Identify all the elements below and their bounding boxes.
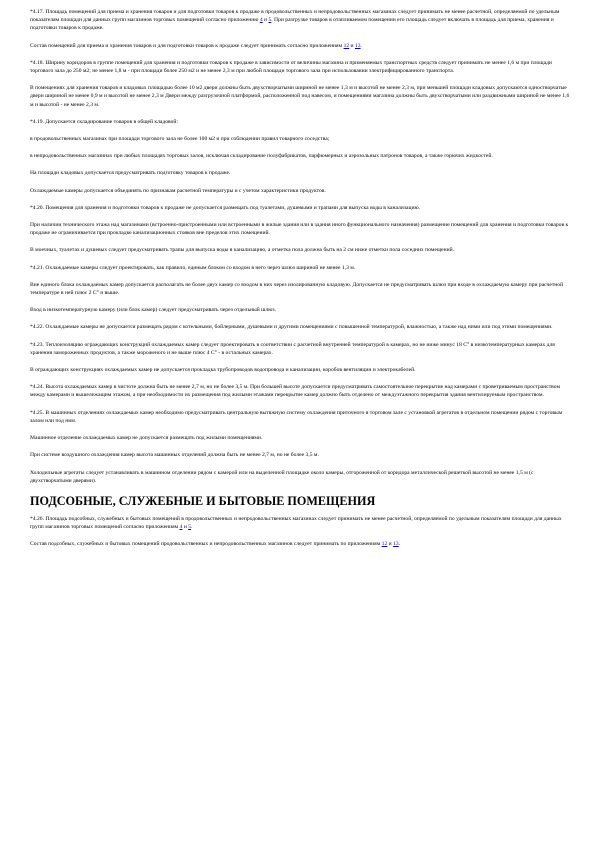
paragraph-text: *4.22. Охлаждаемые камеры не допускается размещать рядом с котельными, бойлерными, душевыми и другими помещениями с повышенной температурой, влажностью, а также над ними или под этими помещениями.: [30, 324, 553, 331]
paragraph: [30, 409, 570, 425]
paragraph-text: .: [360, 42, 362, 49]
paragraph-text: Вне единого блока охлаждаемых камер допускается располагать не более двух камер со входом в них через изолированную кладовую. Допускается не предусматривать шлюз при входе в охлаждаемую камеру при расчетной температуре в ней плюс 2 С° и выше.: [30, 281, 564, 297]
paragraph-text: и: [349, 42, 355, 49]
paragraph-text: *4.17. Площадь помещений для приема и хранения товаров и для подготовки товаров к продаже в продовольственных и непродовольственных магазинах следует принимать не менее расчетной, определяемой по удельным показателям площади для данных групп магазинов торговых помещений согласно приложению: [30, 9, 560, 24]
paragraph-text: При системе воздушного охлаждения камер высота машинных отделений должна быть не менее 2,7 м, но не более 3,5 м.: [30, 452, 319, 459]
appendix-link[interactable]: 12: [343, 42, 350, 49]
paragraph: [30, 515, 570, 531]
paragraph-text: Холодильные агрегаты следует устанавливать в машинном отделении рядом с камерой или на выделенной площадке около камеры, отгороженной от коридора металлической решеткой высотой не менее 1,5 м (с двухстворчатыми дверями).: [30, 469, 534, 484]
paragraph: [30, 383, 570, 399]
paragraph: [30, 42, 570, 50]
appendix-link[interactable]: 13: [393, 541, 399, 548]
paragraph: [30, 59, 570, 75]
paragraph-text: и: [387, 541, 394, 548]
paragraph-text: В моечных, туалетах и душевых следует предусматривать трапы для выпуска воды в канализацию, а отметка пола должна быть на 2 см ниже отметки пола соседних помещений.: [30, 247, 455, 254]
paragraph: [30, 366, 570, 374]
section-auxiliary-rooms: [30, 515, 570, 549]
paragraph-text: *4.21. Охлаждаемые камеры следует проектировать, как правило, единым блоком со входом в него через шлюз шириной не менее 1,3 м.: [30, 264, 356, 271]
paragraph-text: .: [191, 524, 193, 531]
appendix-link[interactable]: 12: [381, 541, 388, 548]
paragraph-text: В помещениях для хранения товаров и кладовых площадью более 10 м2 двери должны быть двухстворчатыми шириной не менее 1,3 м и высотой не менее 2,3 м, при меньшей площади кладовых допускаются одностворчатые двери шириной не менее 0,9 м и высотой не менее 2,3 м Двери между разгрузочной платформой, расположенной под навесом, и помещениями магазина должны быть двухстворчатыми или раздвижными шириной не менее 1,6 м и высотой - не менее 2,3 м.: [30, 85, 570, 108]
paragraph-text: . При разгрузке товаров в отапливаемом помещении его площадь следует включать в площадь для приема, хранения и подготовки товаров к продаже.: [30, 17, 554, 32]
paragraph: [30, 434, 570, 442]
paragraph: [30, 8, 570, 33]
appendix-link[interactable]: 4: [259, 17, 263, 24]
paragraph-text: *4.19. Допускается складирование товаров в общей кладовой:: [30, 118, 178, 125]
section-storage-rooms: [30, 8, 570, 485]
paragraph-text: в продовольственных магазинах при площади торгового зала не более 100 м2 и при соблюдении правил товарного соседства;: [30, 136, 330, 143]
document-page: [30, 8, 570, 558]
paragraph: [30, 451, 570, 459]
paragraph-text: и: [182, 524, 189, 531]
paragraph-text: Состав подсобных, служебных и бытовых помещений продовольственных и непродовольственных магазинов следует принимать по приложениям: [30, 541, 382, 548]
paragraph-text: *4.20. Помещения для хранения и подготовки товаров к продаже не допускается размещать под туалетами, душевыми и трапами для выпуска воды в канализацию.: [30, 204, 421, 211]
paragraph-text: *4.26. Площадь подсобных, служебных и бытовых помещений в продовольственных и непродовольственных магазинах следует принимать не менее расчетной, определяемой по удельным показателям площади для данных групп магазинов торговых помещений согласно приложениям: [30, 515, 562, 531]
appendix-link[interactable]: 5: [268, 17, 272, 24]
paragraph: [30, 152, 570, 160]
appendix-link[interactable]: 5: [188, 524, 192, 531]
paragraph: [30, 187, 570, 195]
paragraph-text: *4.23. Теплоизоляцию ограждающих конструкций охлаждаемых камер следует проектировать в соответствии с расчетной внутренней температурой в камерах, но не ниже минус 18 С° в низкотемпературных камерах для хранения замороженных продуктов, а также мороженого и не выше плюс 4 С° - в остальных камерах.: [30, 341, 555, 356]
paragraph-text: *4.18. Ширину коридоров в группе помещений для хранения и подготовки товаров к продаже в зависимости от величины магазина и применяемых транспортных средств следует принимать не менее 1,6 м при площади торгового зала до 250 м2; не менее 1,8 м - при площади более 250 м2 и не менее 2,3 м при любой площади торгового зала при использовании электрифицированного транспорта.: [30, 59, 552, 75]
paragraph-text: и: [262, 17, 269, 24]
appendix-link[interactable]: 4: [179, 524, 183, 531]
paragraph: [30, 281, 570, 297]
paragraph-text: *4.24. Высота охлаждаемых камер в чистоте должна быть не менее 2,7 м, но не более 3,5 м. При большей высоте допускается предусматривать самостоятельное перекрытие над камерами с проветриваемым пространством между камерами и вышележащим этажом, а при необходимости их размещения под жилыми этажами перекрытие камер должно быть отделено от междуэтажного перекрытия здания вентилируемым пространством.: [30, 384, 560, 399]
paragraph: [30, 469, 570, 485]
paragraph-text: .: [398, 541, 401, 548]
paragraph-text: В ограждающих конструкциях охлаждаемых камер не допускается прокладка трубопроводов водопровода и канализации, коробов вентиляции и электрокабелей.: [30, 367, 416, 374]
paragraph: [30, 306, 570, 314]
paragraph-text: *4.25. В машинных отделениях охлаждаемых камер необходимо предусматривать центральную вытяжную систему охлаждения приточного в торговом зале с установкой агрегатов в отдельном помещении рядом с торговым залом или под ним.: [30, 409, 563, 424]
paragraph-text: в непродовольственных магазинах при любых площадях торговых залов, исключая складирование полуфабрикатов, парфюмерных и аэрозольных патронов товаров, а также горючих жидкостей.: [30, 153, 493, 160]
paragraph: [30, 84, 570, 109]
paragraph: [30, 246, 570, 254]
paragraph: [30, 221, 570, 237]
paragraph: [30, 118, 570, 126]
paragraph: [30, 135, 570, 143]
paragraph-text: При наличии технического этажа над магазинами (встроенно-пристроенными или встроенными в жилые здания или в здания иного функционального назначения) размещение помещений для хранения и подготовки товаров к продаже не ограничивается при прокладке канализационных стояков вне пределов этих помещений.: [30, 222, 569, 237]
paragraph: [30, 323, 570, 331]
section-heading: ПОДСОБНЫЕ, СЛУЖЕБНЫЕ И БЫТОВЫЕ ПОМЕЩЕНИЯ: [30, 493, 376, 508]
appendix-link[interactable]: 13: [354, 42, 361, 49]
paragraph-text: Вход в низкотемпературную камеру (или блок камер) следует предусматривать через отдельный шлюз.: [30, 307, 277, 314]
paragraph-text: Охлаждаемые камеры допускается объединять по признакам расчетной температуры и с учетом характеристики продуктов.: [30, 187, 326, 194]
paragraph: [30, 341, 570, 357]
paragraph-text: Машинное отделение охлаждаемых камер не допускается размещать под жилыми помещениями.: [30, 435, 263, 442]
paragraph: [30, 540, 570, 548]
paragraph: [30, 204, 570, 212]
paragraph: [30, 169, 570, 177]
paragraph-text: На площади кладовых допускается предусматривать подготовку товаров к продаже.: [30, 170, 231, 177]
paragraph-text: Состав помещений для приема и хранения товаров и для подготовки товаров к продаже следует принимать согласно приложениям: [30, 42, 344, 49]
paragraph: [30, 264, 570, 272]
